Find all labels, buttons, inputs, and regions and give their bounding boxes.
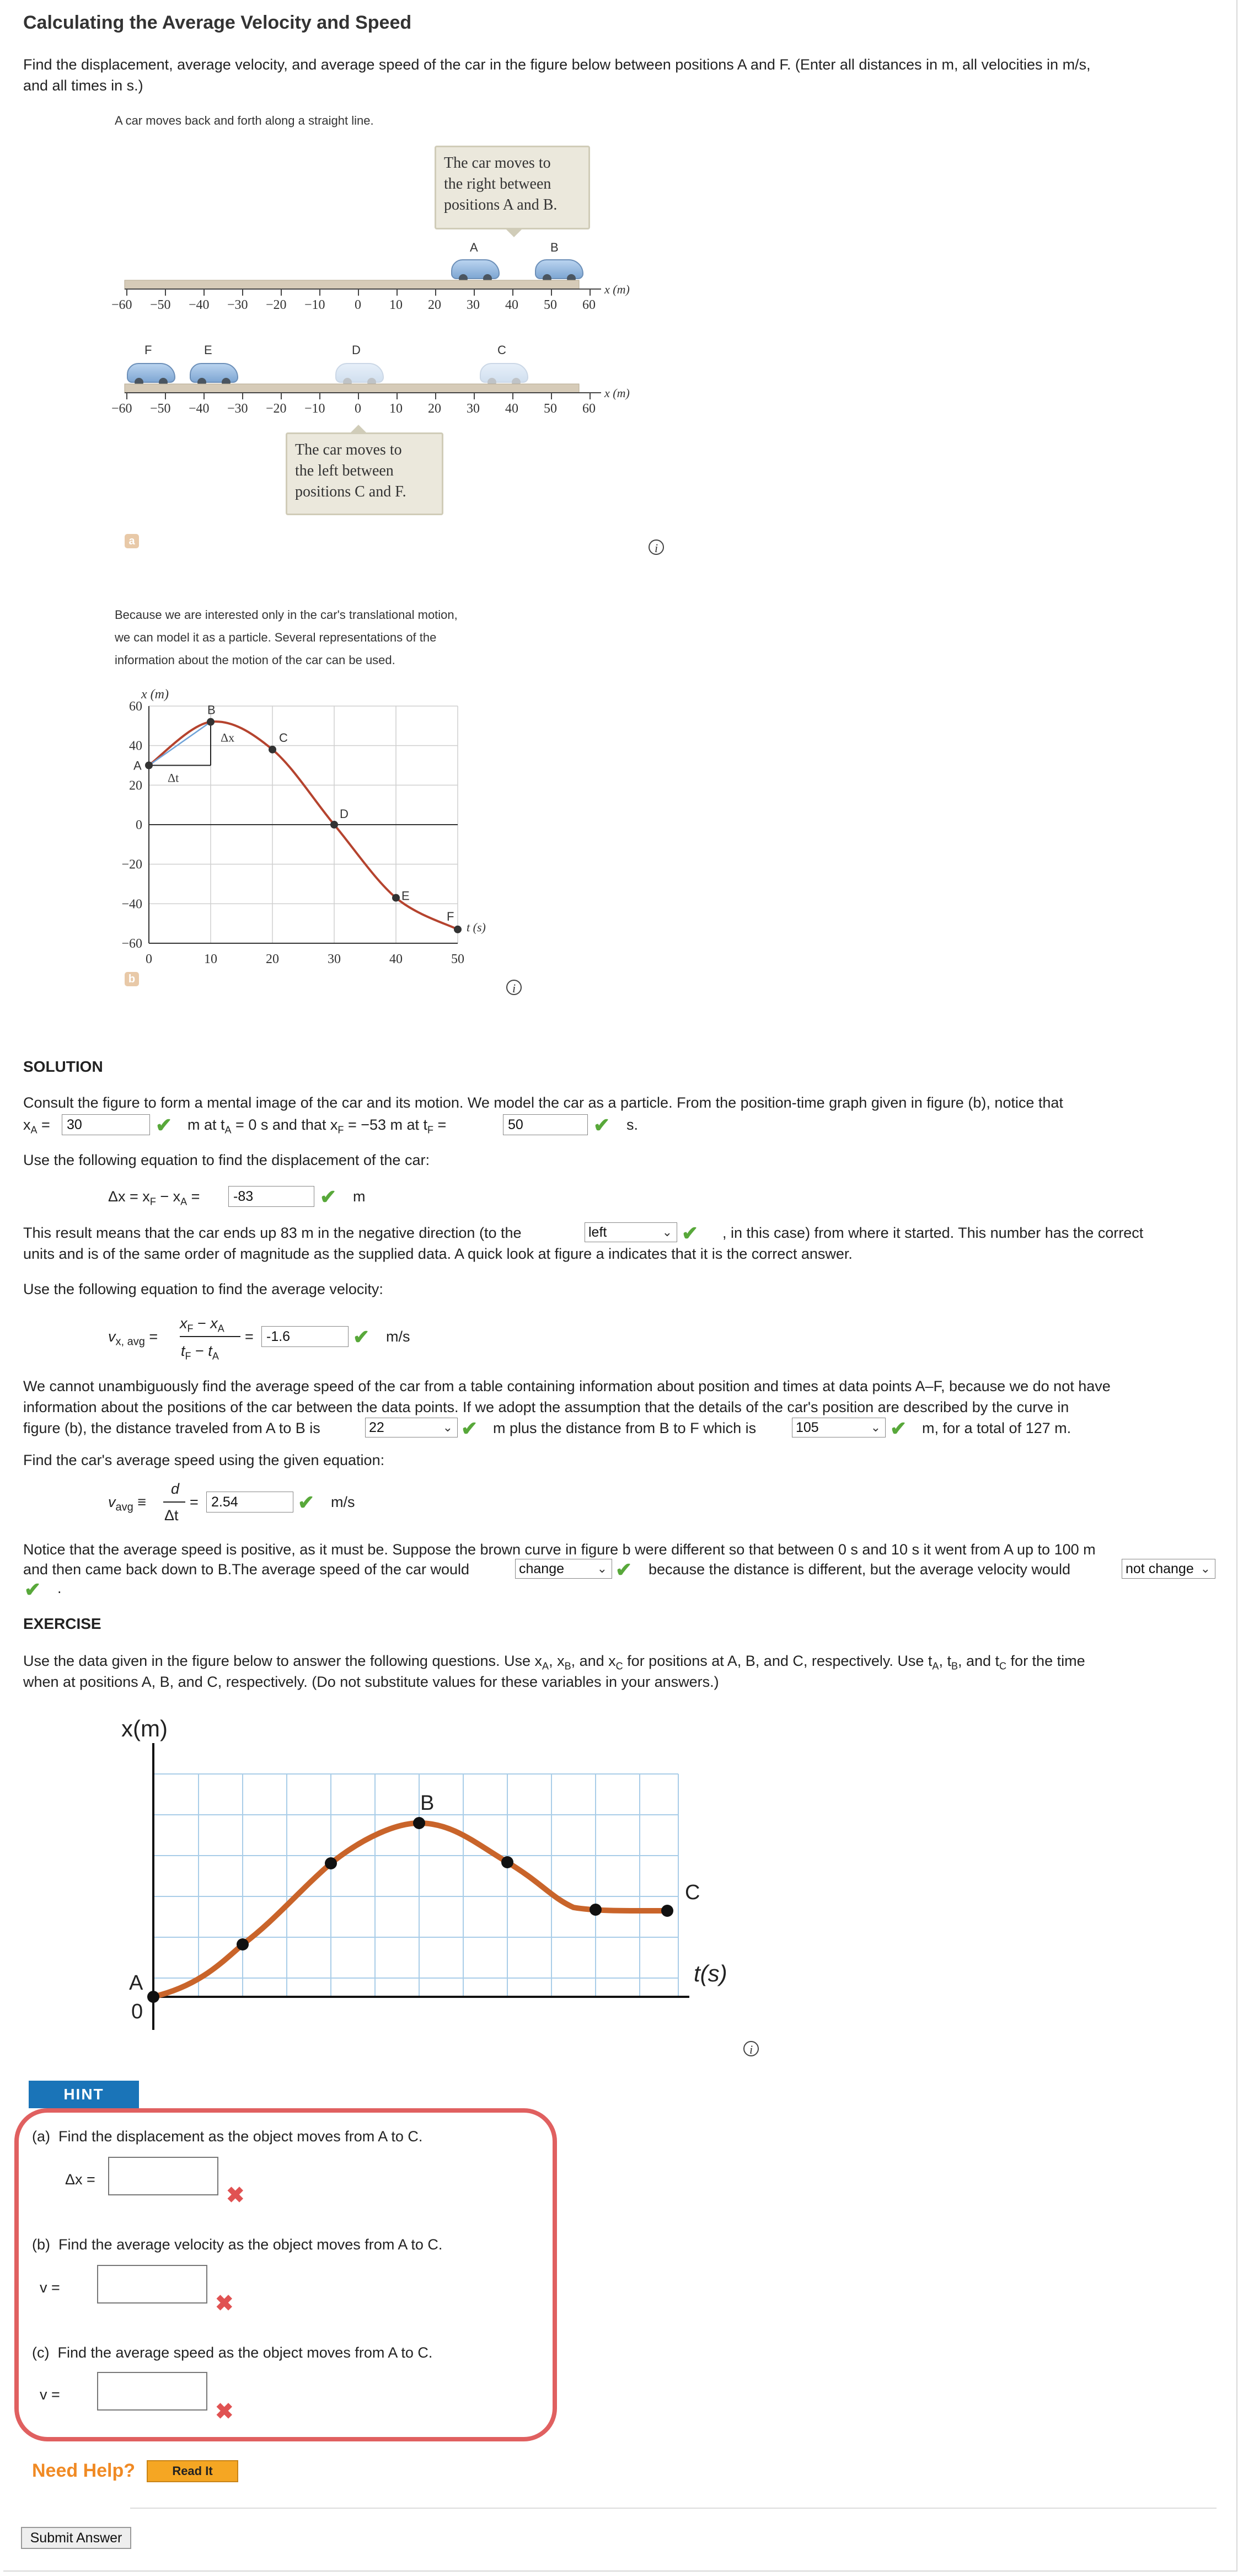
tick-top-13: 60 <box>582 298 596 312</box>
velocity-lhs-eq: = <box>149 1328 158 1345</box>
tick-top-5: −20 <box>266 298 287 312</box>
questions-highlight-box <box>14 2108 557 2441</box>
speed-numerator <box>171 1478 179 1499</box>
notice-line1: Notice that the average speed is positive, as it must be. Suppose the brown curve in figure b were different so that between 0 s and 10 s it went from A up to 100 m <box>23 1541 1096 1558</box>
tick-top-11: 40 <box>505 298 518 312</box>
text-0s-and-x: = 0 s and that x <box>235 1116 338 1133</box>
avg-speed-input[interactable] <box>206 1492 293 1513</box>
check-icon-tF: ✔ <box>593 1114 610 1136</box>
tick-bot-6: −10 <box>304 402 325 416</box>
submit-answer-button[interactable]: Submit Answer <box>21 2527 131 2549</box>
direction-select[interactable] <box>585 1222 677 1242</box>
footer-divider <box>130 2508 1217 2509</box>
info-icon-figure-b[interactable]: i <box>506 980 522 995</box>
tick-bot-12: 50 <box>544 402 557 416</box>
data-point-F <box>454 926 462 933</box>
velocity-denominator: $t_F - t_A$ <box>181 1343 219 1362</box>
page-title: Calculating the Average Velocity and Speed <box>23 12 412 33</box>
exercise-line2: when at positions A, B, and C, respectively. (Do not substitute values for these variables in your answers.) <box>23 1674 719 1690</box>
question-a-text: Find the displacement as the object moves from A to C. <box>58 2128 423 2145</box>
need-help-label: Need Help? <box>32 2460 136 2481</box>
track-bottom-tick-labels <box>110 402 607 418</box>
figure-a-badge: a <box>125 534 139 548</box>
y-tick-label: 20 <box>129 778 142 793</box>
solution-heading: SOLUTION <box>23 1058 103 1075</box>
vel-den-t2: t <box>208 1343 212 1359</box>
question-b-label: (b) <box>32 2236 50 2253</box>
tick-bot-2: −50 <box>150 402 171 416</box>
velocity-lhs-sub: x, avg <box>115 1335 145 1348</box>
check-icon-velocity: ✔ <box>353 1326 370 1348</box>
point-label-A: A <box>133 758 142 773</box>
ex-tc-sub: C <box>999 1660 1007 1672</box>
tick-bot-5: −20 <box>266 402 287 416</box>
ex-line1-g: for the time <box>1010 1653 1085 1669</box>
speed-line1: We cannot unambiguously find the average speed of the car from a table containing information about position and times at data points A–F, because we do not have <box>23 1378 1111 1394</box>
velocity-lhs-v: v <box>108 1328 116 1345</box>
chevron-down-icon: ⌄ <box>1200 1562 1210 1575</box>
callout-bottom-pointer <box>351 425 366 432</box>
speed-num-d: d <box>171 1481 180 1497</box>
ex-xa-sub: A <box>542 1660 549 1672</box>
callout-top-line3: positions A and B. <box>444 196 558 213</box>
solution-xa-label <box>23 1114 50 1140</box>
direction-select-value: left <box>588 1225 607 1240</box>
speed-eq: = <box>190 1494 199 1510</box>
tick-top-4: −30 <box>227 298 248 312</box>
incorrect-icon-b: ✖ <box>215 2291 234 2316</box>
exercise-point-1 <box>237 1938 249 1950</box>
notice-end: . <box>57 1580 62 1596</box>
velocity-answer-input[interactable] <box>97 2265 207 2304</box>
unit-m-displacement: m <box>353 1188 366 1205</box>
vel-num-sub-F: F <box>187 1323 194 1334</box>
vel-den-sub-F: F <box>185 1350 191 1362</box>
point-label-C: C <box>279 730 288 745</box>
check-icon-velocity-change: ✔ <box>24 1578 41 1601</box>
exercise-point-B <box>413 1817 425 1829</box>
question-a <box>32 2126 422 2147</box>
chevron-down-icon: ⌄ <box>442 1420 453 1434</box>
speed-lhs <box>108 1492 146 1517</box>
exercise-point-2 <box>325 1857 337 1869</box>
tick-bot-9: 20 <box>428 402 441 416</box>
y-tick-label: −40 <box>121 897 142 912</box>
tick-bot-13: 60 <box>582 402 596 416</box>
question-c-field-label: v = <box>40 2386 60 2403</box>
x-tick-label: 30 <box>328 952 341 965</box>
label-E: E <box>204 343 212 357</box>
ex-ta-sub: A <box>932 1660 939 1672</box>
track-top-axis-label: x (m) <box>604 282 630 296</box>
callout-bottom-line1: The car moves to <box>295 441 402 458</box>
exercise-point-3 <box>501 1856 513 1868</box>
figure-b-text-line2: we can model it as a particle. Several representations of the <box>115 630 437 644</box>
chord-AB <box>149 722 211 766</box>
disp-eq-sub-A: A <box>180 1196 187 1207</box>
speed-answer-input[interactable] <box>97 2372 207 2411</box>
ex-xb-sub: B <box>564 1660 571 1672</box>
intro-text-line1: Find the displacement, average velocity, and average speed of the car in the figure below between positions A and F. (Enter all distances in m, all velocities in m/s, <box>23 56 1091 73</box>
tick-bot-4: −30 <box>227 402 248 416</box>
exercise-heading: EXERCISE <box>23 1615 101 1632</box>
y-tick-label: 0 <box>136 818 142 832</box>
disp-eq-part2: − x <box>156 1188 181 1205</box>
ex-line1-d: for positions at A, B, and C, respectively. Use t <box>627 1653 933 1669</box>
point-label-F: F <box>447 909 454 923</box>
avg-velocity-input[interactable] <box>261 1326 349 1347</box>
position-time-chart <box>105 667 535 965</box>
distance-BF-value: 105 <box>796 1420 819 1435</box>
incorrect-icon-c: ✖ <box>215 2399 234 2424</box>
xA-input[interactable] <box>62 1114 150 1135</box>
distance-AB-value: 22 <box>369 1420 384 1435</box>
velocity-numerator: $x_F - x_A$ <box>180 1315 224 1334</box>
ex-line1-f: , and t <box>957 1653 1000 1669</box>
unit-ms-velocity: m/s <box>386 1328 410 1345</box>
tF-sub: F <box>427 1124 434 1136</box>
label-D: D <box>352 343 361 357</box>
question-b <box>32 2234 442 2255</box>
data-point-A <box>145 762 153 769</box>
distance-BF-select[interactable] <box>792 1418 886 1437</box>
solution-line2-middle <box>187 1114 446 1140</box>
disp-eq-sub-F: F <box>149 1196 156 1207</box>
y-tick-label: 60 <box>129 699 142 714</box>
check-icon-distance-BF: ✔ <box>890 1417 907 1440</box>
track-bottom-axis-label: x (m) <box>604 386 630 400</box>
check-icon-distance-AB: ✔ <box>461 1417 478 1440</box>
point-label-B: B <box>207 703 216 717</box>
data-point-E <box>392 894 400 902</box>
exercise-graph <box>110 1710 750 2035</box>
y-tick-label: 40 <box>129 739 142 753</box>
position-curve <box>149 722 458 929</box>
speed-lhs-sub: avg <box>115 1501 133 1514</box>
solution-line1: Consult the figure to form a mental image of the car and its motion. We model the car as a particle. From the position-time graph given in figure (b), notice that <box>23 1094 1063 1111</box>
ex-xc-sub: C <box>615 1660 623 1672</box>
figure-a-caption: A car moves back and forth along a straight line. <box>115 114 374 127</box>
question-c-label: (c) <box>32 2344 50 2361</box>
ex-line1-a: Use the data given in the figure below to answer the following questions. Use x <box>23 1653 543 1669</box>
label-B-top: B <box>550 241 559 254</box>
callout-bottom-line2: the left between <box>295 462 394 479</box>
tick-top-12: 50 <box>544 298 557 312</box>
unit-s: s. <box>626 1116 639 1133</box>
displacement-equation <box>108 1186 200 1212</box>
delta-x-label: Δx <box>221 730 235 745</box>
tick-top-8: 10 <box>389 298 403 312</box>
check-icon-speed-change: ✔ <box>615 1558 633 1581</box>
track-top-ticks <box>127 289 590 296</box>
tick-bot-10: 30 <box>467 402 480 416</box>
x-tick-label: 40 <box>389 952 403 965</box>
chevron-down-icon: ⌄ <box>597 1562 607 1575</box>
question-a-label: (a) <box>32 2128 50 2145</box>
displacement-input[interactable] <box>228 1186 314 1207</box>
read-it-button[interactable]: Read It <box>147 2460 238 2482</box>
xA-sub: A <box>30 1124 37 1136</box>
hint-button[interactable]: HINT <box>29 2081 139 2108</box>
notice-line2-b: because the distance is different, but the average velocity would <box>649 1561 1070 1578</box>
figure-b-text <box>115 603 458 671</box>
result-line2: units and is of the same order of magnitude as the supplied data. A quick look at figure a indicates that it is the correct answer. <box>23 1246 853 1262</box>
exercise-point-4 <box>590 1904 602 1916</box>
ex-line1-e: , t <box>939 1653 951 1669</box>
label-C: C <box>497 343 506 357</box>
velocity-change-value: not change <box>1126 1561 1194 1576</box>
result-line1-a: This result means that the car ends up 83 m in the negative direction (to the <box>23 1225 522 1241</box>
data-point-B <box>207 718 215 726</box>
text-53m-at-t: = −53 m at t <box>347 1116 428 1133</box>
check-icon-xA: ✔ <box>156 1114 173 1136</box>
speed-denominator: Δt <box>164 1507 179 1524</box>
tick-top-7: 0 <box>355 298 361 312</box>
x-tick-label: 10 <box>204 952 217 965</box>
text-m-at-t: m at t <box>187 1116 225 1133</box>
x-tick-label: 50 <box>451 952 464 965</box>
vel-num-x1: x <box>180 1315 187 1332</box>
velocity-change-select[interactable] <box>1122 1559 1215 1579</box>
figure-b-badge: b <box>125 972 139 986</box>
exercise-label-C: C <box>685 1881 700 1904</box>
callout-bottom-line3: positions C and F. <box>295 483 406 500</box>
speed-line3-a: figure (b), the distance traveled from A to B is <box>23 1420 320 1436</box>
intro-text-line2: and all times in s.) <box>23 77 143 94</box>
vel-num-x2: x <box>210 1315 218 1332</box>
incorrect-icon-a: ✖ <box>226 2183 245 2208</box>
data-point-D <box>330 821 338 829</box>
notice-line2-a: and then came back down to B.The average speed of the car would <box>23 1561 470 1578</box>
velocity-intro: Use the following equation to find the average velocity: <box>23 1281 383 1297</box>
check-icon-speed: ✔ <box>298 1491 315 1514</box>
point-label-D: D <box>340 807 349 821</box>
disp-eq-part3: = <box>187 1188 200 1205</box>
xA-symbol: x <box>23 1116 31 1133</box>
ex-tb-sub: B <box>951 1660 958 1672</box>
tick-top-3: −40 <box>189 298 210 312</box>
x-axis-label: t (s) <box>467 920 486 934</box>
xA-eq: = <box>41 1116 50 1133</box>
velocity-fraction-bar <box>180 1336 240 1337</box>
distance-AB-select[interactable] <box>365 1418 458 1437</box>
question-b-text: Find the average velocity as the object moves from A to C. <box>58 2236 443 2253</box>
exercise-label-A: A <box>129 1971 143 1995</box>
tick-top-1: −60 <box>111 298 132 312</box>
result-line1-b: , in this case) from where it started. This number has the correct <box>722 1225 1144 1241</box>
displacement-intro: Use the following equation to find the displacement of the car: <box>23 1152 430 1168</box>
check-icon-direction: ✔ <box>682 1222 699 1244</box>
info-icon-figure-a[interactable]: i <box>649 539 664 555</box>
ex-line1-b: , x <box>549 1653 565 1669</box>
ex-line1-c: , and x <box>571 1653 616 1669</box>
velocity-lhs <box>108 1326 158 1352</box>
y-tick-label: −20 <box>121 857 142 872</box>
speed-line3-c: m, for a total of 127 m. <box>922 1420 1071 1436</box>
vel-den-sub-A: A <box>212 1350 219 1362</box>
speed-change-value: change <box>519 1561 565 1576</box>
vel-num-sub-A: A <box>217 1323 224 1334</box>
delta-t-label: Δt <box>168 771 179 785</box>
tick-top-9: 20 <box>428 298 441 312</box>
exercise-origin-label: 0 <box>131 2000 143 2023</box>
point-label-E: E <box>401 889 410 903</box>
tick-top-2: −50 <box>150 298 171 312</box>
tA-sub: A <box>224 1124 232 1136</box>
chevron-down-icon: ⌄ <box>870 1420 881 1434</box>
track-top-tick-labels <box>110 298 607 314</box>
speed-lhs-v: v <box>108 1494 116 1510</box>
question-c <box>32 2342 432 2363</box>
figure-b-text-line3: information about the motion of the car can be used. <box>115 653 395 667</box>
callout-top <box>435 146 590 229</box>
callout-top-line1: The car moves to <box>444 154 551 172</box>
exercise-x-label: t(s) <box>694 1960 727 1986</box>
chevron-down-icon: ⌄ <box>662 1225 672 1239</box>
y-axis-label: x (m) <box>141 687 169 702</box>
callout-top-pointer <box>506 229 522 237</box>
label-F: F <box>144 343 152 357</box>
xF-sub: F <box>337 1124 344 1136</box>
exercise-point-C <box>661 1905 673 1917</box>
speed-line2: information about the positions of the car between the data points. If we adopt the assumption that the details of the car's position are described by the curve in <box>23 1399 1069 1415</box>
tF-input[interactable] <box>503 1114 588 1135</box>
exercise-point-A <box>147 1991 159 2003</box>
velocity-eq: = <box>245 1328 254 1345</box>
check-icon-displacement: ✔ <box>320 1185 337 1208</box>
tick-bot-3: −40 <box>189 402 210 416</box>
x-tick-label: 0 <box>146 952 152 965</box>
data-point-C <box>269 746 276 753</box>
speed-line3-b: m plus the distance from B to F which is <box>493 1420 757 1436</box>
exercise-y-label: x(m) <box>121 1715 168 1741</box>
y-tick-label: −60 <box>121 937 142 951</box>
speed-change-select[interactable] <box>515 1559 612 1579</box>
exercise-graph-grid <box>154 1774 678 1997</box>
info-icon-exercise[interactable]: i <box>743 2041 759 2056</box>
tick-bot-7: 0 <box>355 402 361 416</box>
disp-eq-part1: Δx = x <box>108 1188 150 1205</box>
x-tick-label: 20 <box>266 952 279 965</box>
tick-bot-1: −60 <box>111 402 132 416</box>
question-c-text: Find the average speed as the object moves from A to C. <box>57 2344 433 2361</box>
displacement-answer-input[interactable] <box>108 2157 218 2195</box>
speed-fraction-bar <box>163 1501 185 1503</box>
question-a-field-label: Δx = <box>65 2171 95 2188</box>
callout-bottom <box>286 432 443 515</box>
speed-equiv-sign: ≡ <box>137 1494 147 1510</box>
unit-ms-speed: m/s <box>331 1494 355 1510</box>
tick-bot-11: 40 <box>505 402 518 416</box>
label-A-top: A <box>470 241 478 254</box>
text-tF-eq: = <box>437 1116 447 1133</box>
speed-intro: Find the car's average speed using the given equation: <box>23 1452 385 1468</box>
tick-top-10: 30 <box>467 298 480 312</box>
tick-top-6: −10 <box>304 298 325 312</box>
tick-bot-8: 10 <box>389 402 403 416</box>
question-b-field-label: v = <box>40 2279 60 2296</box>
figure-b-text-line1: Because we are interested only in the car's translational motion, <box>115 608 458 622</box>
exercise-label-B: B <box>420 1792 435 1815</box>
vel-den-t1: t <box>181 1343 185 1359</box>
callout-top-line2: the right between <box>444 175 551 193</box>
